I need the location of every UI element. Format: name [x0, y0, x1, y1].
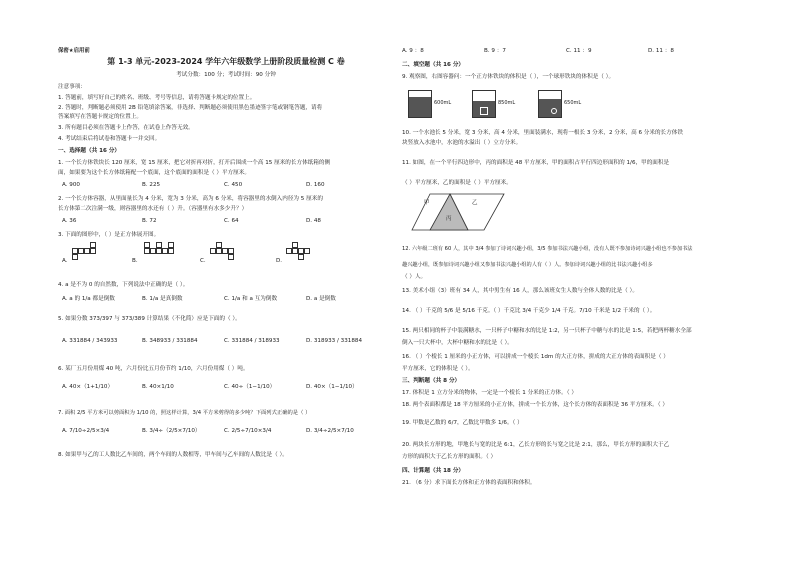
- q1-line-1: 1. 一个长方体铁块长 120 厘米，宽 15 厘米，把它对折再对折，打开后围成一个高 15 厘米的长方体纸箱的侧: [58, 160, 331, 166]
- note-2: 2. 答题时，判断题必须使用 2B 铅笔填涂答案，非选择、判断题必须使用黑色墨迹签字笔或钢笔答题，请将: [58, 105, 323, 111]
- q12-line-1: 12. 六年级二班有 60 人，其中 3/4 参加了诗词兴趣小组，3/5 参加书法兴趣小组，没有人既不参加诗词兴趣小组也不参加书法: [402, 246, 693, 252]
- note-2-cont: 答案填写在答题卡规定的位置上。: [58, 114, 142, 120]
- q7-option-b[interactable]: B. 3/4÷（2/5×7/10）: [142, 428, 201, 434]
- section-3-heading: 三、判断题（共 8 分）: [402, 378, 461, 384]
- q9-question: 9. 观察图，右图容器问：一个正方体铁块的体积是（ ），一个球形铁块的体积是（ ）。: [402, 74, 615, 80]
- exam-title: 第 1-3 单元-2023-2024 学年六年级数学上册阶段质量检测 C 卷: [107, 57, 345, 66]
- confidential-mark: 保密★启用前: [58, 48, 90, 54]
- q3-option-c[interactable]: C.: [200, 258, 206, 264]
- q6-question: 6. 某厂五月份用煤 40 吨，六月份比五月份节约 1/10，六月份用煤（ ）吨。: [58, 366, 249, 372]
- q1-option-d[interactable]: D. 160: [306, 182, 325, 188]
- q12-line-2: 趣兴趣小组，既参加诗词兴趣小组又参加书法兴趣小组的人有（ ）人。参加诗词兴趣小组的比书法兴趣小组多: [402, 262, 653, 268]
- q18-question: 18. 两个表面积都是 18 平方厘米的小正方体，拼成一个长方体，这个长方体的表面积是 36 平方厘米。（ ）: [402, 402, 668, 408]
- cube-net-a: [72, 242, 102, 272]
- water-level-1: [409, 97, 431, 117]
- cube-net-b: [144, 242, 180, 272]
- q5-option-d[interactable]: D. 318933 / 331884: [306, 338, 363, 344]
- q5-option-b[interactable]: B. 348933 / 331884: [142, 338, 198, 344]
- section-2-heading: 二、填空题（共 16 分）: [402, 62, 465, 68]
- container-2: [472, 90, 496, 118]
- container-2-label: 850mL: [498, 100, 516, 106]
- q6-option-c[interactable]: C. 40÷（1−1/10）: [224, 384, 276, 390]
- q17-question: 17. 体积是 1 立方分米的物体，一定是一个棱长 1 分米的正方体。（ ）: [402, 390, 577, 396]
- q3-question: 3. 下面的图形中，（ ）是正方体展开图。: [58, 232, 160, 238]
- q8-question: 8. 如果甲与乙的工人数比乙车间的，两个车间的人数相等，甲车间与乙车间的人数比是（ ）。: [58, 452, 288, 458]
- cube-net-c: [210, 242, 246, 272]
- cube-net-d: [286, 242, 322, 272]
- q10-line-1: 10. 一个水池长 5 分米，宽 3 分米，高 4 分米，里面装满水，现将一根长 3 分米，2 分米，高 6 分米的长方体铁: [402, 130, 683, 136]
- q7-question: 7. 面积 2/5 平方米可以剪面积为 1/10 的，照这样计算，3/4 平方米剪得的多少吨？下面列式正确的是（ ）: [58, 410, 311, 416]
- q4-option-c[interactable]: C. 1/a 和 a 互为倒数: [224, 296, 278, 302]
- container-1: [408, 90, 432, 118]
- q2-line-1: 2. 一个长方体容器，从里面量长为 4 分米，宽为 3 分米，高为 6 分米，将容器里的水倒入内径为 5 厘米的: [58, 196, 323, 202]
- q12-line-3: （ ）人。: [402, 274, 427, 280]
- section-4-heading: 四、计算题（共 18 分）: [402, 468, 465, 474]
- container-3: [538, 90, 562, 118]
- q5-question: 5. 如果分数 373/397 与 373/389 计算结果（不化简）应是下面的（ ）。: [58, 316, 241, 322]
- q15-line-2: 倒入一只大杯中，大杯中糖和水的比是（ ）。: [402, 340, 513, 346]
- q1-option-b[interactable]: B. 225: [142, 182, 161, 188]
- cube-block-icon: [480, 107, 488, 115]
- notes-heading: 注意事项：: [58, 84, 86, 90]
- q6-option-a[interactable]: A. 40×（1+1/10）: [62, 384, 114, 390]
- q8-option-a[interactable]: A. 9 ：8: [402, 48, 424, 54]
- q3-option-b[interactable]: B.: [132, 258, 138, 264]
- q4-option-b[interactable]: B. 1/a 是真倒数: [142, 296, 183, 302]
- q3-option-d[interactable]: D.: [276, 258, 283, 264]
- q20-line-1: 20. 两块长方形的地，甲地长与宽的比是 6:1，乙长方形的长与宽之比是 2:1，那么，甲长方形的面积大于乙: [402, 442, 670, 448]
- q4-question: 4. a 是不为 0 的自然数，下列说法中正确的是（ ）。: [58, 282, 189, 288]
- q13-question: 13. 美术小组（3）班有 34 人，其中男生有 16 人，那么该班女生人数与全体人数的比是（ ）。: [402, 288, 638, 294]
- q2-option-c[interactable]: C. 64: [224, 218, 239, 224]
- region-bing-label: 丙: [446, 216, 452, 222]
- q8-option-d[interactable]: D. 11 ：8: [648, 48, 674, 54]
- section-1-heading: 一、选择题（共 16 分）: [58, 148, 121, 154]
- note-1: 1. 答题前，填写好自己的姓名、班级、考号等信息，请将答题卡规定的位置上。: [58, 95, 256, 101]
- q5-option-c[interactable]: C. 331884 / 318933: [224, 338, 280, 344]
- q1-option-a[interactable]: A. 900: [62, 182, 80, 188]
- region-jia-label: 甲: [424, 200, 430, 206]
- note-3: 3. 所有题目必须在答题卡上作答，在试卷上作答无效。: [58, 125, 194, 131]
- q16-line-2: 平方厘米，它的体积是（ ）。: [402, 366, 474, 372]
- q8-option-b[interactable]: B. 9 ：7: [484, 48, 506, 54]
- note-4: 4. 考试结束后将试卷和答题卡一并交回。: [58, 136, 161, 142]
- q2-option-a[interactable]: A. 36: [62, 218, 77, 224]
- q2-option-b[interactable]: B. 72: [142, 218, 157, 224]
- region-yi-label: 乙: [472, 200, 478, 206]
- ball-icon: [551, 108, 557, 114]
- container-3-label: 650mL: [564, 100, 582, 106]
- q5-option-a[interactable]: A. 331884 / 343933: [62, 338, 118, 344]
- q7-option-c[interactable]: C. 2/5÷7/10×3/4: [224, 428, 272, 434]
- q11-line-2: （ ）平方厘米，乙的面积是（ ）平方厘米。: [402, 180, 512, 186]
- water-level-3: [539, 99, 561, 117]
- container-1-label: 600mL: [434, 100, 452, 106]
- q3-option-a[interactable]: A.: [62, 258, 68, 264]
- q20-line-2: 方形的面积大于乙长方形的面积。（ ）: [402, 454, 497, 460]
- q8-option-c[interactable]: C. 11 ：9: [566, 48, 592, 54]
- q10-line-2: 块竖放入水池中，水池的水溢出（ ）立方分米。: [402, 140, 522, 146]
- q9-figure: [408, 86, 608, 122]
- q4-option-d[interactable]: D. a 是倒数: [306, 296, 336, 302]
- q19-question: 19. 甲数是乙数的 6/7，乙数比甲数多 1/6。（ ）: [402, 420, 523, 426]
- q4-option-a[interactable]: A. a 的 1/a 都是倒数: [62, 296, 115, 302]
- q15-line-1: 15. 两只相同的杯子中装满糖水，一只杯子中糖和水的比是 1:2，另一只杯子中糖与水的比是 1:5，若把两杯糖水全部: [402, 328, 692, 334]
- exam-meta: 考试分数：100 分；考试时间：90 分钟: [176, 72, 276, 78]
- q2-line-2: 长方体第二次注满一级，则容器里的水还有（ ）升。（容器里有水多少升？）: [58, 206, 248, 212]
- q7-option-a[interactable]: A. 7/10÷2/5×3/4: [62, 428, 110, 434]
- q11-line-1: 11. 如图，在一个平行四边形中，丙的面积是 48 平方厘米，甲的面积占平行四边形面积的 1/6，甲的面积是: [402, 160, 670, 166]
- q1-line-2: 面，如果要为这个长方体纸箱配一个底面，这个底面的面积是（ ）平方厘米。: [58, 170, 250, 176]
- q14-question: 14. （ ）千克的 5/6 是 5/16 千克。（ ）千克比 3/4 千克少 1/4 千克。7/10 千米是 1/2 千米的（ ）。: [402, 308, 656, 314]
- q1-option-c[interactable]: C. 450: [224, 182, 243, 188]
- q21-question: 21. （6 分）求下面长方体和正方体的表面积和体积。: [402, 480, 536, 486]
- q6-option-b[interactable]: B. 40×1/10: [142, 384, 174, 390]
- q16-line-1: 16. （ ）个棱长 1 厘米的小正方体，可以拼成一个棱长 1dm 的大正方体，拼成的大正方体的表面积是（ ）: [402, 354, 669, 360]
- q6-option-d[interactable]: D. 40×（1−1/10）: [306, 384, 358, 390]
- q2-option-d[interactable]: D. 48: [306, 218, 321, 224]
- q7-option-d[interactable]: D. 3/4÷2/5×7/10: [306, 428, 354, 434]
